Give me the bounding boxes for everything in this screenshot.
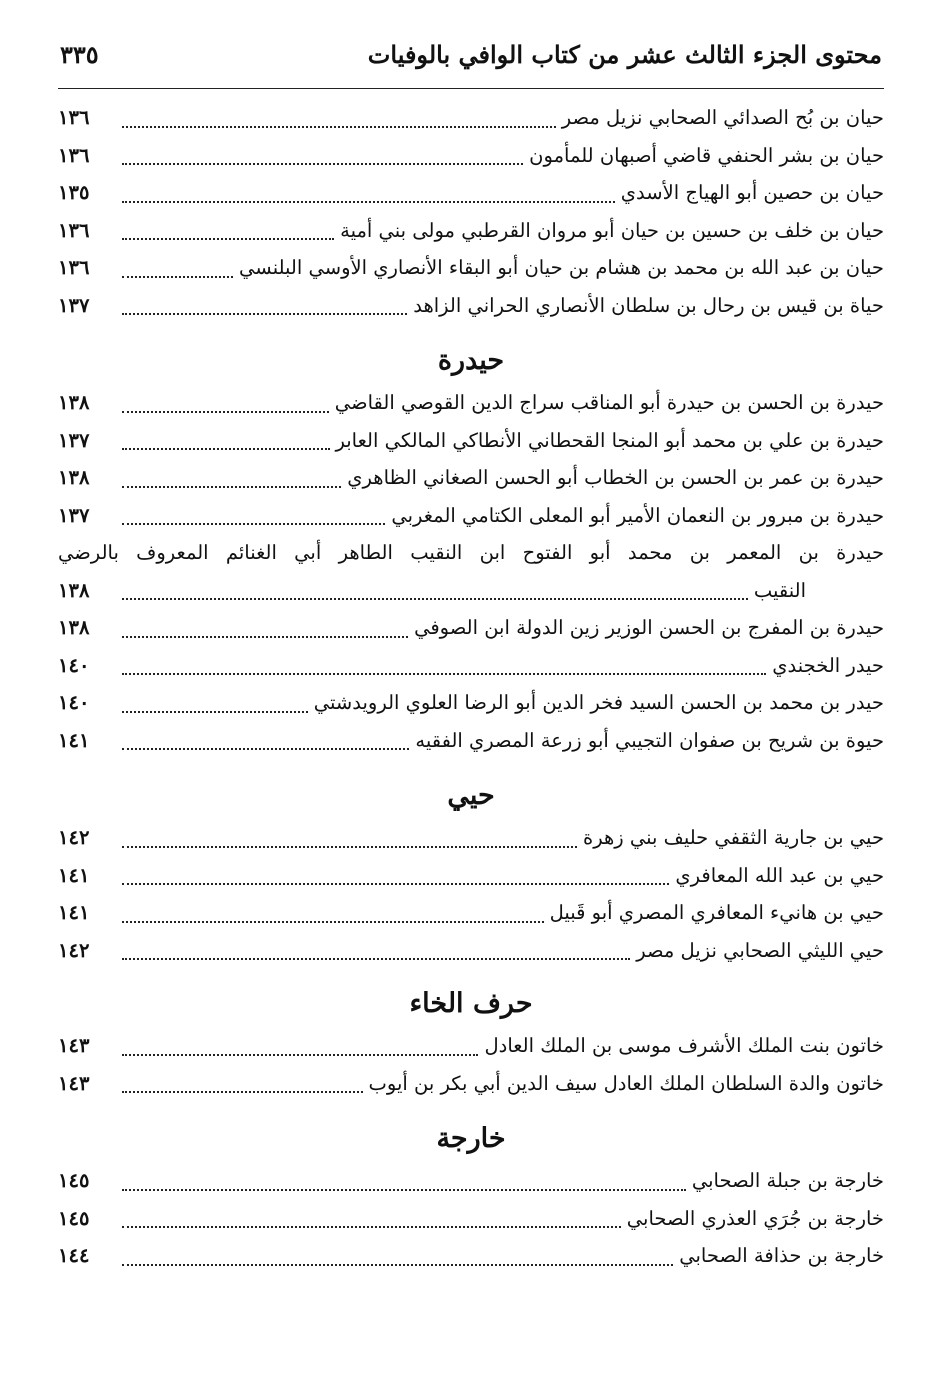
entry-name: خاتون بنت الملك الأشرف موسى بن الملك العادل [484,1034,884,1057]
entry-page-number: ١٤٤ [58,1244,90,1267]
dot-leader [122,636,408,638]
dot-leader [122,238,334,240]
entry-name: حيوة بن شريح بن صفوان التجيبي أبو زرعة المصري الفقيه [415,728,884,752]
dot-leader [122,411,329,413]
index-entry [58,932,884,970]
dot-leader [122,846,577,848]
dot-leader [122,958,630,960]
index-entry [58,1200,884,1238]
running-header-title: محتوى الجزء الثالث عشر من كتاب الوافي بالوفيات [367,40,882,69]
entry-name: حياة بن قيس بن رحال بن سلطان الأنصاري الحراني الزاهد [413,293,884,317]
dot-leader [122,673,766,675]
dot-leader [122,523,385,525]
dot-leader [122,126,556,128]
index-entry [58,534,884,609]
entry-name: خارجة بن جبلة الصحابي [691,1169,884,1192]
entry-name: حيدر بن محمد بن الحسن السيد فخر الدين أبو الرضا العلوي الرويدشتي [313,691,884,714]
entry-page-number: ١٣٦ [58,106,90,129]
dot-leader [122,276,233,278]
entry-name: حيدرة بن مبرور بن النعمان الأمير أبو المعلى الكتامي المغربي [391,503,884,527]
index-entry [58,422,884,460]
entry-page-number: ١٤٣ [58,1034,90,1057]
index-entry [58,894,884,932]
entry-name: خاتون والدة السلطان الملك العادل سيف الدين أبي بكر بن أيوب [368,1071,884,1095]
entry-page-number: ١٤٠ [58,653,90,677]
entry-name: حيان بن بشر الحنفي قاضي أصبهان للمأمون [529,143,884,167]
entry-name-continuation: النقيب [753,578,806,602]
index-entry [58,1162,884,1200]
entry-name: حيدرة بن المفرج بن الحسن الوزير زين الدولة ابن الصوفي [414,616,884,639]
entry-page-number: ١٣٧ [58,293,90,317]
entry-name: حيي بن عبد الله المعافري [675,863,884,887]
entry-page-number: ١٣٦ [58,218,90,242]
entry-page-number: ١٣٨ [58,616,90,639]
entry-page-number: ١٤١ [58,728,90,752]
entry-name: حيدرة بن علي بن محمد أبو المنجا القحطاني الأنطاكي المالكي العابر [335,428,884,452]
index-entry [58,609,884,647]
dot-leader [122,201,615,203]
entry-name: حيان بن خلف بن حسين بن حيان أبو مروان القرطبي مولى بني أمية [340,218,884,242]
dot-leader [122,163,523,165]
dot-leader [122,598,748,600]
entry-page-number: ١٤٢ [58,938,90,962]
entry-page-number: ١٣٥ [58,181,90,204]
entry-name: خارجة بن جُرَي العذري الصحابي [626,1206,884,1230]
section-heading: خارجة [436,1123,506,1154]
entry-page-number: ١٣٨ [58,466,90,489]
entry-page-number: ١٣٨ [58,578,90,602]
entry-name: حيي بن هانيء المعافري المصري أبو قَبيل [549,901,884,924]
index-entry [58,722,884,760]
index-entry [58,819,884,857]
dot-leader [122,486,341,488]
dot-leader [122,1226,621,1228]
index-entries [58,99,884,1275]
index-entry [58,384,884,422]
entry-name: حيدرة بن الحسن بن حيدرة أبو المناقب سراج الدين القوصي القاضي [334,391,884,414]
dot-leader [122,1091,363,1093]
entry-page-number: ١٤٢ [58,826,90,849]
dot-leader [122,1189,686,1191]
index-entry [58,212,884,250]
index-page [58,40,884,1275]
page-number: ٣٣٥ [60,40,99,69]
index-entry [58,287,884,325]
entry-name: حيان بن بُح الصدائي الصحابي نزيل مصر [561,106,884,129]
entry-page-number: ١٣٦ [58,143,90,167]
index-entry [58,459,884,497]
entry-page-number: ١٣٦ [58,256,90,279]
index-entry [58,1065,884,1103]
entry-page-number: ١٣٧ [58,428,90,452]
index-entry [58,1237,884,1275]
entry-name: حيدرة بن عمر بن الحسن بن الخطاب أبو الحسن الصغاني الظاهري [347,466,884,489]
entry-page-number: ١٣٨ [58,391,90,414]
section-heading: حيي [447,780,495,811]
index-entry [58,137,884,175]
dot-leader [122,883,669,885]
entry-name: حيي بن جارية الثقفي حليف بني زهرة [583,826,884,849]
dot-leader [122,1264,673,1266]
dot-leader [122,313,407,315]
section-heading: حيدرة [437,345,505,376]
index-entry [58,647,884,685]
index-entry [58,497,884,535]
entry-page-number: ١٤١ [58,901,90,924]
dot-leader [122,921,544,923]
entry-page-number: ١٤٥ [58,1206,90,1230]
section-heading: حرف الخاء [409,988,533,1019]
entry-name: حيدر الخجندي [772,653,884,677]
index-entry [58,174,884,212]
index-entry [58,1027,884,1065]
entry-page-number: ١٤٣ [58,1071,90,1095]
entry-page-number: ١٤١ [58,863,90,887]
index-entry [58,249,884,287]
entry-name: حيان بن عبد الله بن محمد بن هشام بن حيان أبو البقاء الأنصاري الأوسي البلنسي [239,256,884,279]
index-entry [58,684,884,722]
dot-leader [122,1054,478,1056]
dot-leader [122,748,409,750]
entry-page-number: ١٤٠ [58,691,90,714]
running-header [58,40,884,89]
entry-page-number: ١٣٧ [58,503,90,527]
entry-name: حيدرة بن المعمر بن محمد أبو الفتوح ابن النقيب الطاهر أبي الغنائم المعروف بالرضي [58,541,884,564]
dot-leader [122,711,308,713]
dot-leader [122,448,330,450]
entry-name: حيان بن حصين أبو الهياج الأسدي [620,181,884,204]
entry-name: خارجة بن حذافة الصحابي [679,1244,884,1267]
entry-name: حيي الليثي الصحابي نزيل مصر [636,938,884,962]
entry-page-number: ١٤٥ [58,1169,90,1192]
index-entry [58,99,884,137]
index-entry [58,857,884,895]
